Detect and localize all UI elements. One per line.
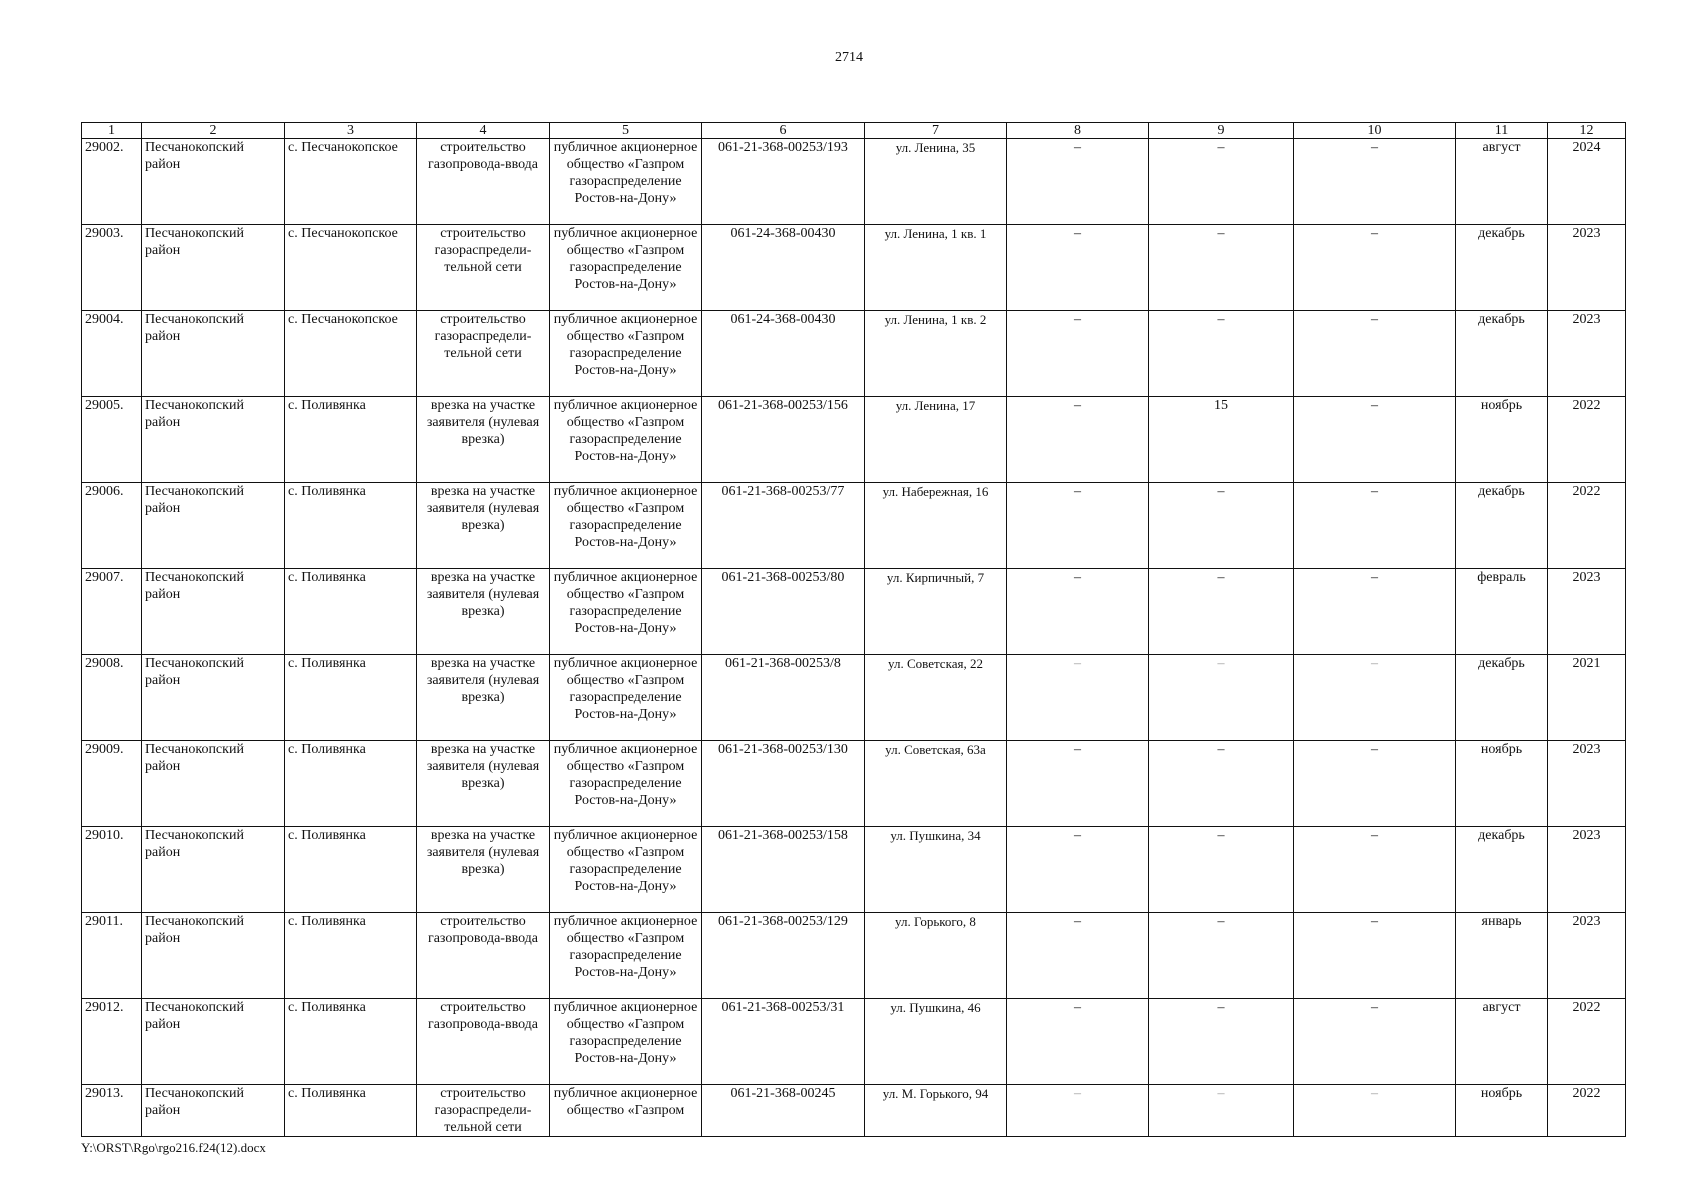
address-cell: ул. Пушкина, 34: [865, 827, 1007, 913]
column-10-cell: –: [1294, 655, 1456, 741]
column-10-cell: –: [1294, 225, 1456, 311]
work-type-cell: строительство газораспредели-тельной сети: [417, 225, 550, 311]
year-cell: 2023: [1548, 569, 1626, 655]
address-cell: ул. Ленина, 1 кв. 2: [865, 311, 1007, 397]
registration-code-cell: 061-21-368-00253/156: [702, 397, 865, 483]
column-8-cell: –: [1007, 397, 1149, 483]
registration-code-cell: 061-21-368-00253/129: [702, 913, 865, 999]
registration-code-cell: 061-21-368-00253/158: [702, 827, 865, 913]
organization-cell: публичное акционерное общество «Газпром газораспределение Ростов-на-Дону»: [550, 655, 702, 741]
row-number-cell: 29010.: [82, 827, 142, 913]
district-cell: Песчанокопский район: [142, 827, 285, 913]
column-10-cell: –: [1294, 827, 1456, 913]
column-header-5: 5: [550, 123, 702, 139]
data-table: [81, 122, 1626, 1137]
locality-cell: с. Поливянка: [285, 483, 417, 569]
address-cell: ул. Пушкина, 46: [865, 999, 1007, 1085]
registration-code-cell: 061-21-368-00245: [702, 1085, 865, 1137]
address-cell: ул. Ленина, 35: [865, 139, 1007, 225]
column-8-cell: –: [1007, 741, 1149, 827]
column-10-cell: –: [1294, 913, 1456, 999]
table-body: [82, 139, 1626, 1137]
row-number-cell: 29003.: [82, 225, 142, 311]
column-8-cell: –: [1007, 655, 1149, 741]
registration-code-cell: 061-21-368-00253/80: [702, 569, 865, 655]
column-header-9: 9: [1149, 123, 1294, 139]
column-number-row: [82, 123, 1626, 139]
locality-cell: с. Песчанокопское: [285, 311, 417, 397]
address-cell: ул. Советская, 22: [865, 655, 1007, 741]
column-9-cell: –: [1149, 1085, 1294, 1137]
registration-code-cell: 061-21-368-00253/193: [702, 139, 865, 225]
year-cell: 2023: [1548, 225, 1626, 311]
locality-cell: с. Поливянка: [285, 569, 417, 655]
district-cell: Песчанокопский район: [142, 569, 285, 655]
year-cell: 2023: [1548, 311, 1626, 397]
work-type-cell: строительство газопровода-ввода: [417, 999, 550, 1085]
registration-code-cell: 061-21-368-00253/77: [702, 483, 865, 569]
column-header-7: 7: [865, 123, 1007, 139]
column-header-10: 10: [1294, 123, 1456, 139]
column-8-cell: –: [1007, 483, 1149, 569]
column-8-cell: –: [1007, 311, 1149, 397]
year-cell: 2021: [1548, 655, 1626, 741]
registration-code-cell: 061-21-368-00253/130: [702, 741, 865, 827]
locality-cell: с. Песчанокопское: [285, 139, 417, 225]
row-number-cell: 29006.: [82, 483, 142, 569]
locality-cell: с. Поливянка: [285, 913, 417, 999]
column-9-cell: 15: [1149, 397, 1294, 483]
organization-cell: публичное акционерное общество «Газпром газораспределение Ростов-на-Дону»: [550, 999, 702, 1085]
locality-cell: с. Поливянка: [285, 827, 417, 913]
column-8-cell: –: [1007, 827, 1149, 913]
organization-cell: публичное акционерное общество «Газпром газораспределение Ростов-на-Дону»: [550, 225, 702, 311]
column-header-4: 4: [417, 123, 550, 139]
year-cell: 2023: [1548, 827, 1626, 913]
year-cell: 2023: [1548, 913, 1626, 999]
month-cell: ноябрь: [1456, 741, 1548, 827]
table-row: [82, 483, 1626, 569]
organization-cell: публичное акционерное общество «Газпром газораспределение Ростов-на-Дону»: [550, 483, 702, 569]
year-cell: 2023: [1548, 741, 1626, 827]
column-header-3: 3: [285, 123, 417, 139]
column-9-cell: –: [1149, 999, 1294, 1085]
registration-code-cell: 061-21-368-00253/8: [702, 655, 865, 741]
year-cell: 2022: [1548, 1085, 1626, 1137]
work-type-cell: строительство газопровода-ввода: [417, 913, 550, 999]
column-header-8: 8: [1007, 123, 1149, 139]
year-cell: 2024: [1548, 139, 1626, 225]
address-cell: ул. М. Горького, 94: [865, 1085, 1007, 1137]
column-10-cell: –: [1294, 483, 1456, 569]
row-number-cell: 29013.: [82, 1085, 142, 1137]
column-9-cell: –: [1149, 741, 1294, 827]
work-type-cell: врезка на участке заявителя (нулевая врезка): [417, 483, 550, 569]
column-header-6: 6: [702, 123, 865, 139]
column-10-cell: –: [1294, 569, 1456, 655]
registration-code-cell: 061-24-368-00430: [702, 311, 865, 397]
address-cell: ул. Ленина, 1 кв. 1: [865, 225, 1007, 311]
month-cell: август: [1456, 999, 1548, 1085]
column-9-cell: –: [1149, 483, 1294, 569]
column-8-cell: –: [1007, 569, 1149, 655]
column-10-cell: –: [1294, 139, 1456, 225]
file-path-footer: Y:\ORST\Rgo\rgo216.f24(12).docx: [81, 1140, 266, 1155]
locality-cell: с. Поливянка: [285, 999, 417, 1085]
district-cell: Песчанокопский район: [142, 225, 285, 311]
column-8-cell: –: [1007, 225, 1149, 311]
work-type-cell: врезка на участке заявителя (нулевая врезка): [417, 569, 550, 655]
column-9-cell: –: [1149, 655, 1294, 741]
row-number-cell: 29011.: [82, 913, 142, 999]
column-9-cell: –: [1149, 913, 1294, 999]
column-8-cell: –: [1007, 1085, 1149, 1137]
organization-cell: публичное акционерное общество «Газпром газораспределение Ростов-на-Дону»: [550, 139, 702, 225]
district-cell: Песчанокопский район: [142, 311, 285, 397]
locality-cell: с. Песчанокопское: [285, 225, 417, 311]
work-type-cell: врезка на участке заявителя (нулевая врезка): [417, 741, 550, 827]
column-8-cell: –: [1007, 999, 1149, 1085]
column-10-cell: –: [1294, 741, 1456, 827]
column-9-cell: –: [1149, 827, 1294, 913]
table-row: [82, 827, 1626, 913]
month-cell: февраль: [1456, 569, 1548, 655]
work-type-cell: строительство газораспредели-тельной сети: [417, 311, 550, 397]
month-cell: январь: [1456, 913, 1548, 999]
work-type-cell: врезка на участке заявителя (нулевая врезка): [417, 655, 550, 741]
month-cell: декабрь: [1456, 311, 1548, 397]
table-row: [82, 311, 1626, 397]
column-9-cell: –: [1149, 225, 1294, 311]
district-cell: Песчанокопский район: [142, 1085, 285, 1137]
district-cell: Песчанокопский район: [142, 999, 285, 1085]
month-cell: декабрь: [1456, 827, 1548, 913]
table-row: [82, 225, 1626, 311]
address-cell: ул. Ленина, 17: [865, 397, 1007, 483]
table-row: [82, 999, 1626, 1085]
organization-cell: публичное акционерное общество «Газпром: [550, 1085, 702, 1137]
work-type-cell: врезка на участке заявителя (нулевая врезка): [417, 827, 550, 913]
month-cell: август: [1456, 139, 1548, 225]
year-cell: 2022: [1548, 397, 1626, 483]
address-cell: ул. Советская, 63а: [865, 741, 1007, 827]
work-type-cell: врезка на участке заявителя (нулевая врезка): [417, 397, 550, 483]
row-number-cell: 29004.: [82, 311, 142, 397]
address-cell: ул. Набережная, 16: [865, 483, 1007, 569]
registration-code-cell: 061-21-368-00253/31: [702, 999, 865, 1085]
table-row: [82, 913, 1626, 999]
organization-cell: публичное акционерное общество «Газпром газораспределение Ростов-на-Дону»: [550, 741, 702, 827]
row-number-cell: 29002.: [82, 139, 142, 225]
year-cell: 2022: [1548, 999, 1626, 1085]
organization-cell: публичное акционерное общество «Газпром газораспределение Ростов-на-Дону»: [550, 913, 702, 999]
column-10-cell: –: [1294, 397, 1456, 483]
table-row: [82, 139, 1626, 225]
year-cell: 2022: [1548, 483, 1626, 569]
page-number: 2714: [835, 50, 863, 65]
column-10-cell: –: [1294, 311, 1456, 397]
district-cell: Песчанокопский район: [142, 397, 285, 483]
month-cell: декабрь: [1456, 483, 1548, 569]
column-header-11: 11: [1456, 123, 1548, 139]
locality-cell: с. Поливянка: [285, 397, 417, 483]
registration-code-cell: 061-24-368-00430: [702, 225, 865, 311]
column-header-2: 2: [142, 123, 285, 139]
month-cell: декабрь: [1456, 225, 1548, 311]
month-cell: ноябрь: [1456, 1085, 1548, 1137]
column-9-cell: –: [1149, 569, 1294, 655]
month-cell: ноябрь: [1456, 397, 1548, 483]
column-8-cell: –: [1007, 913, 1149, 999]
district-cell: Песчанокопский район: [142, 139, 285, 225]
column-9-cell: –: [1149, 311, 1294, 397]
address-cell: ул. Кирпичный, 7: [865, 569, 1007, 655]
column-header-1: 1: [82, 123, 142, 139]
column-8-cell: –: [1007, 139, 1149, 225]
work-type-cell: строительство газопровода-ввода: [417, 139, 550, 225]
organization-cell: публичное акционерное общество «Газпром газораспределение Ростов-на-Дону»: [550, 569, 702, 655]
locality-cell: с. Поливянка: [285, 741, 417, 827]
address-cell: ул. Горького, 8: [865, 913, 1007, 999]
locality-cell: с. Поливянка: [285, 655, 417, 741]
district-cell: Песчанокопский район: [142, 913, 285, 999]
column-10-cell: –: [1294, 1085, 1456, 1137]
table-row: [82, 1085, 1626, 1137]
row-number-cell: 29005.: [82, 397, 142, 483]
locality-cell: с. Поливянка: [285, 1085, 417, 1137]
district-cell: Песчанокопский район: [142, 655, 285, 741]
month-cell: декабрь: [1456, 655, 1548, 741]
column-header-12: 12: [1548, 123, 1626, 139]
row-number-cell: 29008.: [82, 655, 142, 741]
row-number-cell: 29009.: [82, 741, 142, 827]
work-type-cell: строительство газораспредели-тельной сети: [417, 1085, 550, 1137]
district-cell: Песчанокопский район: [142, 741, 285, 827]
column-9-cell: –: [1149, 139, 1294, 225]
row-number-cell: 29007.: [82, 569, 142, 655]
table-row: [82, 397, 1626, 483]
row-number-cell: 29012.: [82, 999, 142, 1085]
column-10-cell: –: [1294, 999, 1456, 1085]
organization-cell: публичное акционерное общество «Газпром газораспределение Ростов-на-Дону»: [550, 311, 702, 397]
organization-cell: публичное акционерное общество «Газпром газораспределение Ростов-на-Дону»: [550, 827, 702, 913]
organization-cell: публичное акционерное общество «Газпром газораспределение Ростов-на-Дону»: [550, 397, 702, 483]
table-row: [82, 655, 1626, 741]
table-row: [82, 741, 1626, 827]
table-row: [82, 569, 1626, 655]
district-cell: Песчанокопский район: [142, 483, 285, 569]
